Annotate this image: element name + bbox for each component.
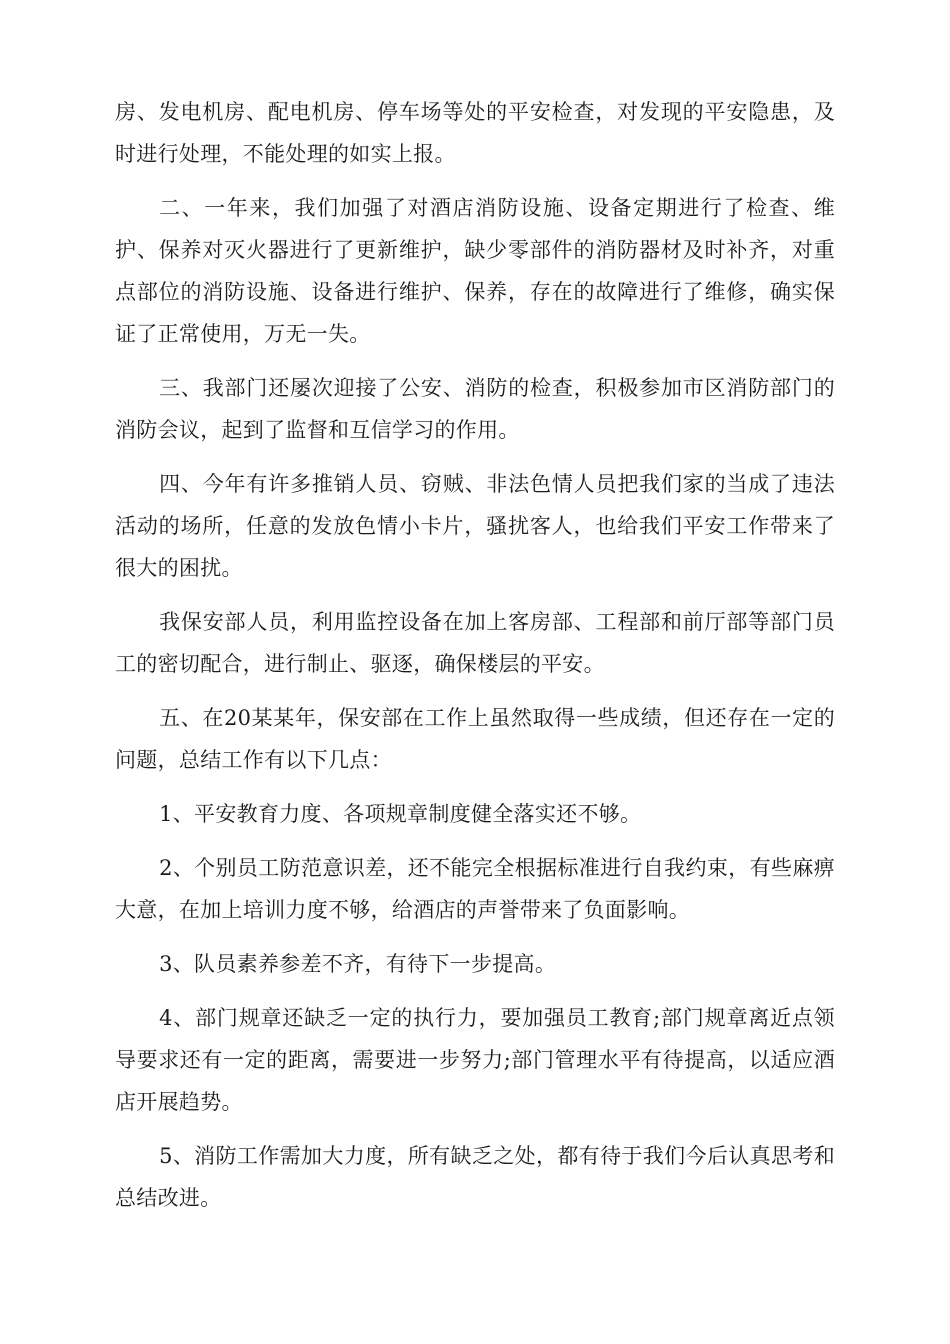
- list-item-5: 5、消防工作需加大力度，所有缺乏之处，都有待于我们今后认真思考和总结改进。: [115, 1144, 835, 1210]
- list-item-3: 3、队员素养参差不齐，有待下一步提高。: [159, 952, 557, 976]
- document-page: [115, 91, 835, 1231]
- paragraph-section-3: 三、我部门还屡次迎接了公安、消防的检查，积极参加市区消防部门的消防会议，起到了监督和互信学习的作用。: [115, 376, 835, 442]
- paragraph-section-4: 四、今年有许多推销人员、窃贼、非法色情人员把我们家的当成了违法活动的场所，任意的发放色情小卡片，骚扰客人，也给我们平安工作带来了很大的困扰。: [115, 472, 835, 580]
- list-item-1: 1、平安教育力度、各项规章制度健全落实还不够。: [159, 802, 642, 826]
- paragraph-security-staff: 我保安部人员，利用监控设备在加上客房部、工程部和前厅部等部门员工的密切配合，进行制止、驱逐，确保楼层的平安。: [115, 610, 835, 676]
- paragraph-section-5: 五、在20某某年，保安部在工作上虽然取得一些成绩，但还存在一定的问题，总结工作有以下几点：: [115, 706, 835, 772]
- list-item-4: 4、部门规章还缺乏一定的执行力，要加强员工教育;部门规章离近点领导要求还有一定的距离，需要进一步努力;部门管理水平有待提高，以适应酒店开展趋势。: [115, 1006, 835, 1114]
- paragraph-continuation: 房、发电机房、配电机房、停车场等处的平安检查，对发现的平安隐患，及时进行处理，不能处理的如实上报。: [115, 100, 835, 166]
- paragraph-section-2: 二、一年来，我们加强了对酒店消防设施、设备定期进行了检查、维护、保养对灭火器进行了更新维护，缺少零部件的消防器材及时补齐，对重点部位的消防设施、设备进行维护、保养，存在的故障进行了维修，确实保证了正常使用，万无一失。: [115, 196, 835, 346]
- list-item-2: 2、个别员工防范意识差，还不能完全根据标准进行自我约束，有些麻痹大意，在加上培训力度不够，给酒店的声誉带来了负面影响。: [115, 856, 835, 922]
